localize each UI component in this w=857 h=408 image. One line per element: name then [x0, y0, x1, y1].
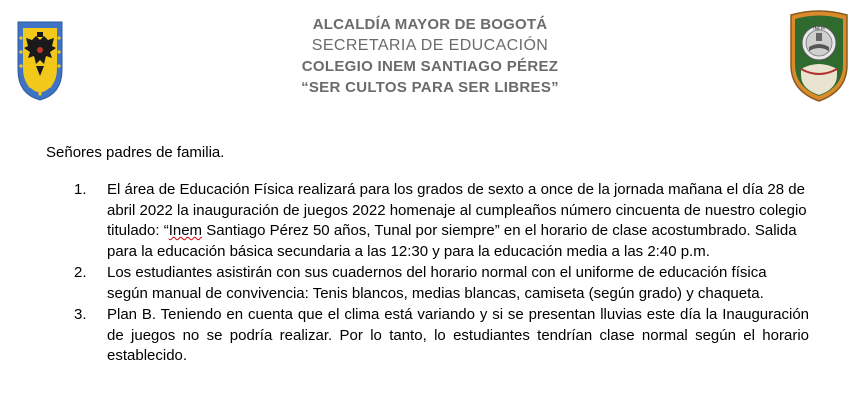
- list-item-text: Los estudiantes asistirán con sus cuadernos del horario normal con el uniforme de educación física según manual de convivencia: Tenis blancos, medias blancas, camiseta (según grado) y chaqueta.: [107, 264, 767, 302]
- school-crest-logo: [787, 9, 851, 103]
- list-item: [0, 180, 857, 262]
- bogota-coat-of-arms-logo: [16, 18, 64, 102]
- bogota-coat-of-arms-icon: [16, 18, 64, 102]
- list-item-text: Plan B. Teniendo en cuenta que el clima está variando y si se presentan lluvias este día la Inauguración de juegos no se podría realizar. Por lo tanto, lo estudiantes tendrían clase normal según el horario establecido.: [107, 306, 809, 364]
- item-text-part: Santiago Pérez 50 años, Tunal por siempre” en el horario de clase acostumbrado. Salida para la educación básica secundaria a las 12:30 y para la educación media a las 2:40 p.m.: [107, 222, 797, 260]
- crest-inem-text: INEM: [813, 27, 825, 32]
- list-item-number: 2.: [74, 264, 87, 281]
- announcement-list: [0, 180, 857, 368]
- greeting-text: Señores padres de familia.: [46, 144, 225, 161]
- list-item-text: [107, 181, 807, 260]
- item-text-part: El área de Educación Física realizará para los grados de sexto a once de la jornada mañana el día 28 de abril 2022 la inauguración de juegos 2022 homenaje al cumpleaños número cincuenta de nuestro colegio titulado: “: [107, 181, 807, 239]
- header-colegio: COLEGIO INEM SANTIAGO PÉREZ: [301, 58, 559, 75]
- list-item: [0, 305, 857, 367]
- list-item: [0, 263, 857, 304]
- header-motto: “SER CULTOS PARA SER LIBRES”: [301, 79, 559, 96]
- header-alcaldia: ALCALDÍA MAYOR DE BOGOTÁ: [312, 16, 548, 33]
- spellcheck-flagged-word: Inem: [168, 222, 203, 239]
- document-header: [230, 14, 630, 98]
- list-item-number: 3.: [74, 306, 87, 323]
- school-crest-icon: [787, 9, 851, 103]
- header-secretaria: SECRETARIA DE EDUCACIÓN: [311, 37, 549, 54]
- list-item-number: 1.: [74, 181, 87, 198]
